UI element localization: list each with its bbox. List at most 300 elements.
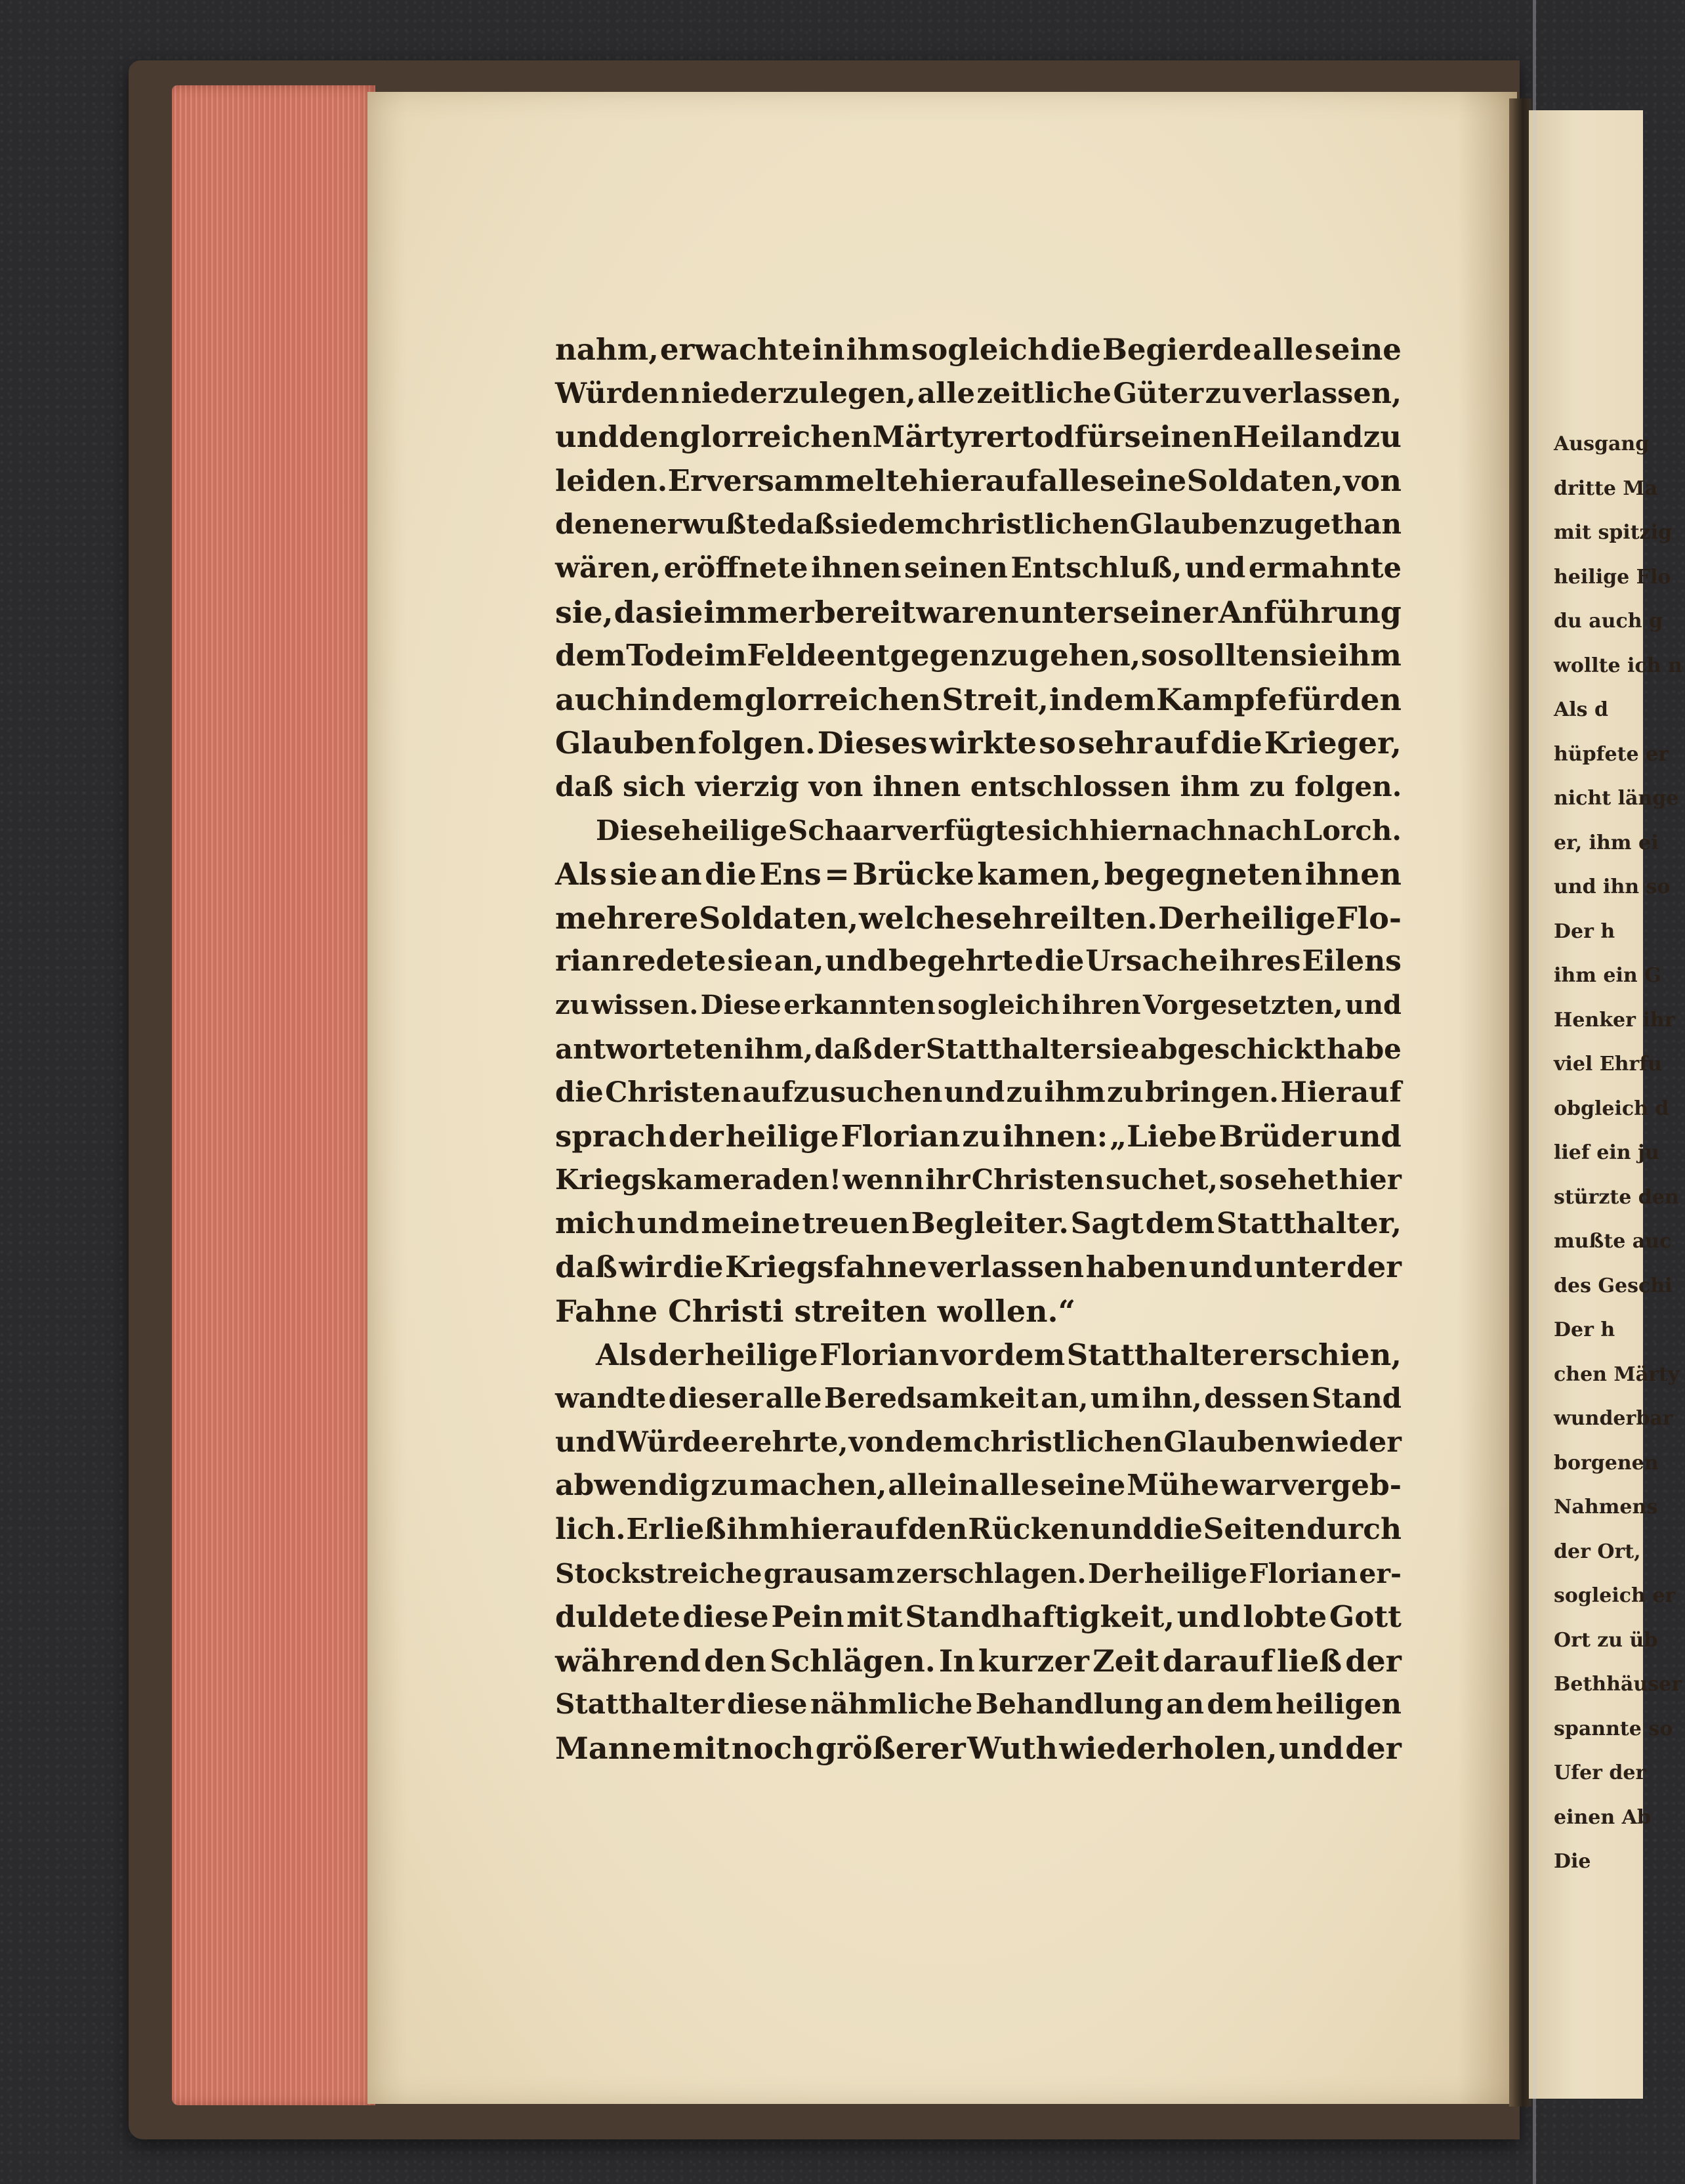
side-text-line — [1554, 378, 1685, 423]
text-line — [555, 940, 1402, 984]
side-text-line: Ausgang — [1554, 432, 1650, 455]
text-line — [555, 372, 1402, 416]
word: heilige — [704, 1337, 818, 1372]
word: und — [1184, 551, 1246, 585]
word: Diese — [700, 989, 781, 1020]
word: daß — [776, 508, 835, 541]
word: in — [1049, 681, 1083, 717]
word: Tode — [626, 638, 704, 673]
word: darauf — [1162, 1643, 1274, 1679]
word: noch — [731, 1731, 814, 1766]
word: Florian — [820, 1337, 939, 1372]
word: christlichen — [973, 1425, 1163, 1459]
word: christlichen — [944, 508, 1130, 541]
side-text-line: wunderbar — [1554, 1407, 1673, 1430]
side-text-line: wollte ich n — [1554, 654, 1682, 677]
word: und — [1344, 989, 1402, 1020]
word: Brücke — [852, 856, 974, 892]
word: seinen — [1124, 419, 1233, 455]
word: Begierde — [1102, 332, 1252, 367]
book-gutter — [1509, 98, 1531, 2107]
word: alle — [1039, 463, 1100, 498]
word: antworteten — [555, 1032, 743, 1065]
word: wenn — [842, 1164, 925, 1196]
side-text-line: nicht länge — [1554, 787, 1679, 810]
text-line — [555, 328, 1402, 372]
word: aufzusuchen — [742, 1076, 943, 1110]
word: duldete — [555, 1599, 680, 1635]
word: Florian — [841, 1118, 961, 1154]
word: an, — [1041, 1382, 1089, 1415]
word: erwachte — [659, 332, 811, 367]
word: größerer — [815, 1731, 966, 1766]
word: lobte — [1243, 1599, 1327, 1635]
word: die — [1050, 332, 1101, 367]
side-text-line: viel Ehrfu — [1554, 1053, 1662, 1076]
word: machen, — [749, 1469, 887, 1503]
word: ihren — [1062, 989, 1141, 1020]
side-text-line: mußte auc — [1554, 1230, 1672, 1253]
word: vergeb- — [1280, 1469, 1402, 1503]
word: Diese — [596, 814, 681, 847]
word: redete — [622, 944, 726, 978]
text-line — [555, 1683, 1402, 1727]
side-text-line: Bethhäuser — [1554, 1673, 1682, 1696]
word: wieder — [1296, 1425, 1402, 1459]
right-page-text — [1554, 333, 1685, 1884]
word: suchet, — [1105, 1164, 1218, 1196]
word: wir — [619, 1250, 671, 1285]
word: zu — [1363, 419, 1402, 455]
word: Soldaten, — [699, 900, 859, 936]
word: ihnen: — [1002, 1118, 1108, 1154]
side-text-line: lief ein ju — [1554, 1141, 1659, 1164]
word: unter — [1254, 1250, 1345, 1285]
word: alle — [765, 1382, 822, 1415]
word: dem — [878, 508, 944, 541]
word: treuen — [802, 1206, 909, 1240]
word: und — [1338, 1118, 1402, 1154]
word: In — [938, 1643, 975, 1679]
word: niederzulegen, — [680, 377, 916, 410]
word: Kampfe — [1155, 681, 1287, 717]
word: ihnen — [1304, 856, 1402, 892]
text-line — [555, 634, 1402, 678]
word: der — [668, 1118, 724, 1154]
word: sie — [1096, 1032, 1140, 1065]
word: auf — [1154, 725, 1209, 761]
word: diese — [727, 1688, 808, 1721]
word: Lorch. — [1302, 814, 1402, 847]
word: Der — [1088, 1557, 1143, 1589]
word: abwendig — [555, 1469, 710, 1503]
right-page-edge — [1529, 110, 1682, 2099]
word: habe — [1327, 1032, 1402, 1065]
word: dieser — [668, 1382, 764, 1415]
page-text — [555, 328, 1402, 1771]
text-line — [555, 459, 1402, 503]
word: Rücken — [968, 1513, 1091, 1547]
word: so — [1140, 638, 1178, 673]
text-line — [555, 1028, 1402, 1072]
word: heilige — [1144, 1557, 1247, 1589]
word: wiederholen, — [1059, 1731, 1278, 1766]
word: seine — [1314, 332, 1402, 367]
word: ihr — [925, 1164, 970, 1196]
word: kamen, — [977, 856, 1102, 892]
text-line — [555, 1334, 1402, 1377]
text-line — [555, 721, 1402, 765]
word: Ens — [759, 856, 822, 892]
word: Vorgesetzten, — [1142, 989, 1343, 1020]
word: hier — [1339, 1164, 1402, 1196]
word: = — [824, 856, 850, 892]
word: welche — [858, 900, 975, 936]
text-line — [555, 678, 1402, 722]
word: die — [1153, 1513, 1203, 1547]
word: sie — [835, 508, 879, 541]
word: Glauben — [555, 725, 696, 761]
word: Stand — [1312, 1382, 1402, 1415]
word: Seiten — [1203, 1513, 1306, 1547]
side-text-line: und ihn so — [1554, 875, 1671, 898]
word: Behandlung — [975, 1688, 1163, 1721]
word: ihnen — [811, 551, 902, 585]
word: die — [673, 1250, 724, 1285]
word: nach — [1227, 814, 1302, 847]
word: in — [637, 681, 671, 717]
word: zu — [555, 989, 589, 1020]
word: alle — [917, 377, 975, 410]
word: Mühe — [1127, 1469, 1219, 1503]
word: der — [1345, 1643, 1402, 1679]
word: zu — [962, 1118, 1001, 1154]
word: sich — [1026, 814, 1089, 847]
word: alle — [980, 1469, 1039, 1503]
word: die — [555, 1076, 604, 1110]
word: er — [720, 1425, 754, 1459]
text-line — [555, 1421, 1402, 1465]
word: dem — [1083, 681, 1155, 717]
word: Streit, — [942, 681, 1049, 717]
word: lich. — [555, 1513, 626, 1547]
word: von — [848, 1425, 905, 1459]
word: glorreichen — [680, 419, 873, 455]
word: mit — [673, 1731, 730, 1766]
word: ihm — [1044, 1076, 1106, 1110]
word: den — [704, 1643, 766, 1679]
word: Glauben — [1163, 1425, 1296, 1459]
word: Güter — [1113, 377, 1204, 410]
word: hierauf — [918, 463, 1039, 498]
word: dem — [1145, 1206, 1215, 1240]
word: Felde — [747, 638, 836, 673]
word: entgegen — [836, 638, 991, 673]
word: seiner — [1113, 594, 1218, 630]
word: Dieses — [817, 725, 928, 761]
text-line — [555, 415, 1402, 459]
word: eilten. — [1050, 900, 1158, 936]
word: Gott — [1329, 1599, 1402, 1635]
word: mehrere — [555, 900, 699, 936]
word: zu — [1107, 1076, 1144, 1110]
text-line — [555, 1727, 1402, 1771]
word: Heiland — [1232, 419, 1363, 455]
word: bereit — [814, 594, 916, 630]
word: grausam — [763, 1557, 895, 1589]
word: Ursache — [1085, 944, 1218, 978]
word: durch — [1306, 1513, 1402, 1547]
word: Statthalter, — [1216, 1206, 1402, 1240]
word: im — [704, 638, 747, 673]
word: und — [825, 944, 888, 978]
word: Glauben — [1129, 508, 1259, 541]
text-line — [555, 1377, 1402, 1421]
word: den — [907, 1513, 968, 1547]
word: der — [873, 1032, 925, 1065]
word: erschien, — [1249, 1337, 1402, 1372]
word: und — [1176, 1599, 1241, 1635]
word: die — [705, 856, 757, 892]
word: wirkte — [929, 725, 1037, 761]
word: sehet — [1254, 1164, 1338, 1196]
word: Statthalter — [555, 1688, 724, 1721]
side-text-line: obgleich d — [1554, 1097, 1669, 1120]
word: glorreichen — [744, 681, 942, 717]
text-line — [555, 1464, 1402, 1508]
word: so — [1218, 1164, 1253, 1196]
word: an — [660, 856, 702, 892]
word: Flo- — [1336, 900, 1402, 936]
word: Beredsamkeit — [823, 1382, 1039, 1415]
word: Er — [667, 463, 706, 498]
word: denen — [555, 508, 650, 541]
word: sie, — [555, 594, 614, 630]
word: und — [1278, 1731, 1344, 1766]
word: verlassen, — [1243, 377, 1402, 410]
side-text-line — [1554, 333, 1685, 378]
word: Kriegskameraden! — [555, 1164, 842, 1196]
word: und — [1188, 1250, 1253, 1285]
side-text-line: hüpfete er — [1554, 742, 1669, 766]
word: Anführung — [1218, 594, 1402, 630]
word: nahm, — [555, 332, 659, 367]
word: Als — [596, 1337, 647, 1372]
word: Pein — [771, 1599, 844, 1635]
word: daß — [555, 1250, 617, 1285]
word: so — [1039, 725, 1076, 761]
text-line — [555, 547, 1402, 591]
word: Krieger, — [1264, 725, 1402, 761]
word: mich — [555, 1206, 636, 1240]
word: rian — [555, 944, 621, 978]
side-text-line: Nahmens — [1554, 1496, 1658, 1519]
word: Hierauf — [1280, 1076, 1402, 1110]
word: mit — [846, 1599, 903, 1635]
word: Statthalter — [925, 1032, 1095, 1065]
word: Christen — [971, 1164, 1104, 1196]
word: heilige — [725, 1118, 839, 1154]
word: waren — [916, 594, 1019, 630]
word: heiligen — [1276, 1688, 1402, 1721]
word: unter — [1019, 594, 1113, 630]
text-line — [555, 1508, 1402, 1552]
word: er- — [1359, 1557, 1402, 1589]
side-text-line: du auch g — [1554, 610, 1663, 633]
word: bringen. — [1145, 1076, 1279, 1110]
word: Soldaten, — [1186, 463, 1343, 498]
side-text-line: des Geschi — [1554, 1274, 1673, 1297]
word: ihm, — [743, 1032, 814, 1065]
word: da — [614, 594, 655, 630]
word: Eilens — [1302, 944, 1402, 978]
word: Kriegsfahne — [724, 1250, 927, 1285]
word: begegneten — [1104, 856, 1302, 892]
word: an — [1166, 1688, 1204, 1721]
side-text-line: stürzte den — [1554, 1185, 1679, 1209]
word: zerschlagen. — [896, 1557, 1087, 1589]
text-line: Fahne Christi streiten wollen.“ — [555, 1293, 1076, 1330]
word: wären, — [555, 551, 661, 585]
text-line — [555, 1552, 1402, 1596]
word: dem — [671, 681, 744, 717]
word: zu — [1006, 1076, 1043, 1110]
word: abgeschickt — [1140, 1032, 1326, 1065]
side-text-line: Der h — [1554, 919, 1615, 943]
side-text-line: Ort zu üb — [1554, 1628, 1658, 1652]
word: den — [1339, 681, 1402, 717]
word: sollten — [1177, 638, 1291, 673]
word: meine — [701, 1206, 801, 1240]
side-text-line: ihm ein G — [1554, 964, 1661, 987]
word: ihm — [1337, 638, 1402, 673]
word: kurzer — [978, 1643, 1090, 1679]
word: sie — [1290, 638, 1337, 673]
word: nähmliche — [810, 1688, 973, 1721]
word: sprach — [555, 1118, 667, 1154]
word: Brüder — [1218, 1118, 1336, 1154]
word: ehrte, — [754, 1425, 848, 1459]
word: dem — [1207, 1688, 1273, 1721]
word: wissen. — [591, 989, 699, 1020]
text-line — [555, 1595, 1402, 1639]
side-text-line: einen Ab — [1554, 1805, 1651, 1829]
text-line — [555, 852, 1402, 896]
text-line — [555, 1639, 1402, 1683]
side-text-line: der Ort, — [1554, 1540, 1641, 1563]
text-line — [555, 503, 1402, 547]
word: „Liebe — [1110, 1118, 1217, 1154]
word: Als — [555, 856, 608, 892]
word: Christen — [605, 1076, 741, 1110]
word: Wuth — [967, 1731, 1058, 1766]
word: die — [1210, 725, 1262, 761]
word: zu — [711, 1469, 749, 1503]
word: auch — [555, 681, 637, 717]
page-edges — [172, 85, 375, 2105]
word: seine — [1099, 463, 1187, 498]
word: wandte — [555, 1382, 667, 1415]
word: Florian — [1249, 1557, 1358, 1589]
word: dem — [994, 1337, 1066, 1372]
word: Schaar — [787, 814, 895, 847]
word: heilige — [681, 814, 787, 847]
word: der — [648, 1337, 703, 1372]
side-text-line: Henker ihr — [1554, 1008, 1675, 1032]
word: sogleich — [911, 332, 1049, 367]
word: heilige — [1219, 900, 1336, 936]
text-line — [555, 809, 1402, 853]
word: die — [1034, 944, 1085, 978]
text-line — [555, 1202, 1402, 1246]
side-text-line: borgenen — [1554, 1451, 1659, 1475]
word: erkannten — [783, 989, 936, 1020]
word: Der — [1157, 900, 1220, 936]
word: ermahnte — [1248, 551, 1402, 585]
text-line: daß sich vierzig von ihnen entschlossen ihm zu folgen. — [555, 770, 1402, 803]
word: Entschluß, — [1010, 551, 1182, 585]
word: sie — [655, 594, 703, 630]
word: um — [1090, 1382, 1140, 1415]
word: in — [812, 332, 845, 367]
word: und — [636, 1206, 699, 1240]
word: alle — [1253, 332, 1314, 367]
word: er — [649, 508, 682, 541]
side-text-line: heilige Flo — [1554, 565, 1671, 589]
side-text-line: sogleich er — [1554, 1584, 1676, 1607]
word: vor — [940, 1337, 993, 1372]
word: Manne — [555, 1731, 671, 1766]
text-line — [555, 1071, 1402, 1115]
word: und — [1090, 1513, 1153, 1547]
text-line — [555, 1115, 1402, 1159]
side-text-line: spannte so — [1554, 1717, 1673, 1740]
word: der — [1346, 1250, 1402, 1285]
word: Stockstreiche — [555, 1557, 762, 1589]
word: zu — [1205, 377, 1242, 410]
word: und — [944, 1076, 1005, 1110]
word: dem — [555, 638, 626, 673]
word: immer — [703, 594, 814, 630]
word: verlassen — [928, 1250, 1085, 1285]
word: begehrte — [888, 944, 1034, 978]
word: gehen, — [1029, 638, 1141, 673]
word: seine — [1040, 1469, 1126, 1503]
word: während — [555, 1643, 701, 1679]
word: an, — [774, 944, 824, 978]
word: dem — [905, 1425, 973, 1459]
text-line — [555, 1158, 1402, 1202]
word: zu — [990, 638, 1030, 673]
word: sehr — [975, 900, 1050, 936]
side-text-line: Ufer der — [1554, 1761, 1646, 1784]
word: Statthalter — [1066, 1337, 1248, 1372]
word: war — [1220, 1469, 1279, 1503]
word: Sagt — [1070, 1206, 1144, 1240]
word: wußte — [681, 508, 777, 541]
word: dessen — [1204, 1382, 1310, 1415]
text-line — [555, 984, 1402, 1028]
word: von — [1343, 463, 1402, 498]
word: Begleiter. — [911, 1206, 1069, 1240]
side-text-line: Die — [1554, 1850, 1591, 1873]
word: versammelte — [706, 463, 919, 498]
word: Märtyrertod — [872, 419, 1075, 455]
word: ließ — [1277, 1643, 1342, 1679]
word: haben — [1085, 1250, 1188, 1285]
word: und — [555, 1425, 616, 1459]
word: diese — [682, 1599, 769, 1635]
